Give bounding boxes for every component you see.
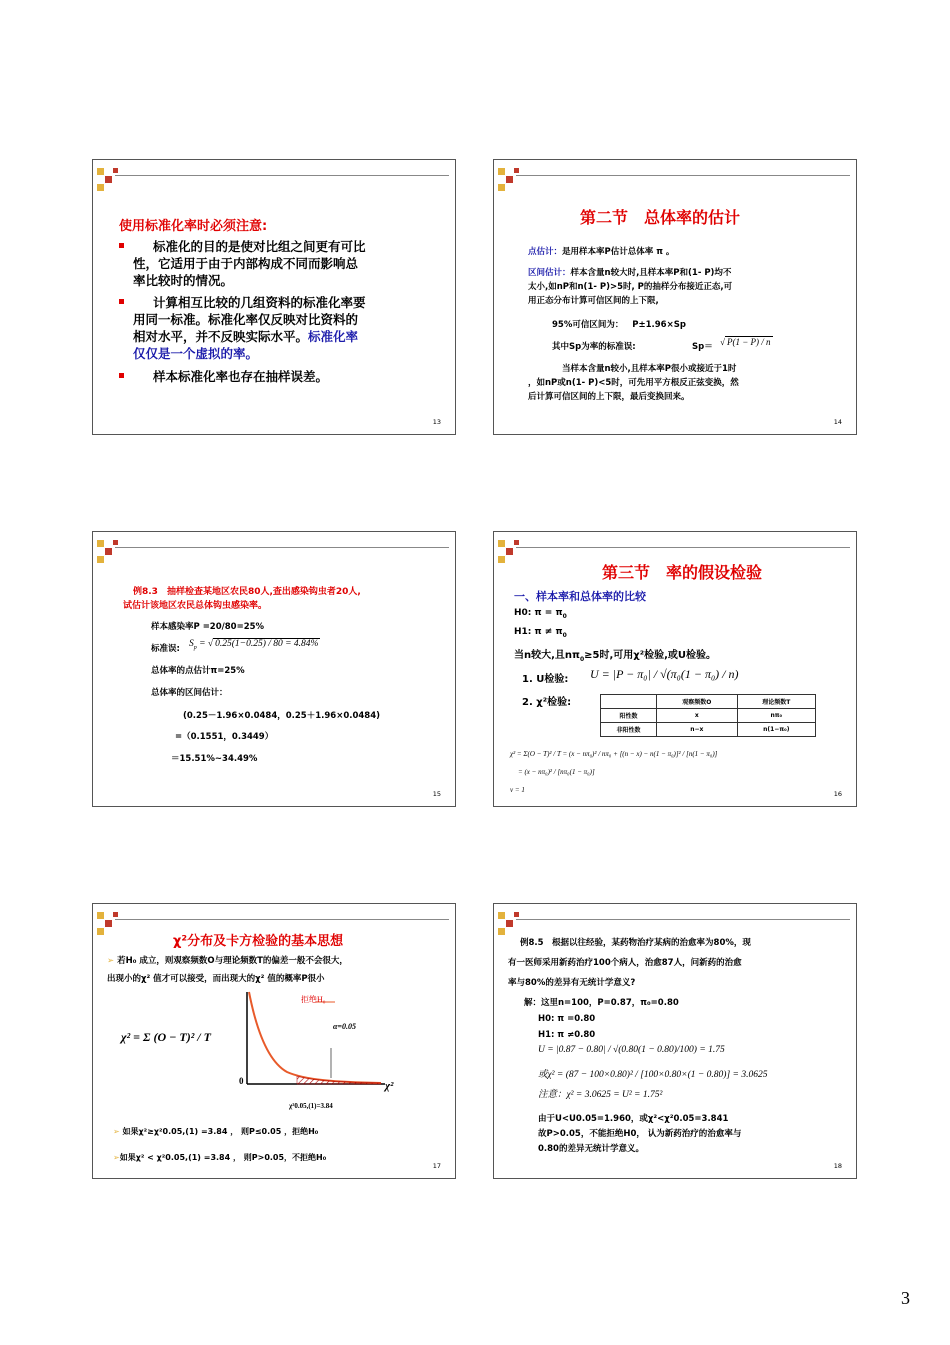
formula: =（0.1551，0.3449） — [175, 732, 274, 742]
hypothesis: H1: π ≠ π — [514, 627, 563, 637]
table-cell: nπ₀ — [737, 709, 815, 723]
slide-14 — [493, 159, 857, 435]
slide-rule — [516, 175, 850, 176]
text-line: 计算相互比较的几组资料的标准化率要 — [153, 295, 366, 310]
section-subtitle: 一、样本率和总体率的比较 — [514, 590, 646, 603]
text-line: 率比较时的情况。 — [133, 273, 234, 288]
slide-heading: 使用标准化率时必须注意: — [119, 219, 268, 234]
chi-square-density-plot — [235, 988, 395, 1112]
slide-rule — [516, 547, 850, 548]
example-text: 率与80%的差异有无统计学意义? — [508, 978, 636, 988]
formula: 0.25(1−0.25) / 80 = 4.84% — [215, 639, 319, 649]
formula: Sp＝ — [692, 342, 713, 352]
text-line: 太小,如nP和n(1- P)>5时, P的抽样分布接近正态,可 — [528, 282, 733, 292]
text-line: 样本感染率P =20/80=25% — [151, 622, 265, 632]
text-line: 其中Sp为率的标准误: — [552, 342, 636, 352]
table-header — [601, 695, 657, 709]
text-line: 相对水平，并不反映实际水平。 — [133, 329, 309, 344]
critical-value-label: χ²0.05,(1)=3.84 — [289, 1102, 333, 1110]
table-cell: 阳性数 — [601, 709, 657, 723]
highlight-text: 标准化率 — [308, 329, 359, 344]
example-text: 试估计该地区农民总体钩虫感染率。 — [123, 601, 268, 611]
example-text: 有一医师采用新药治疗100个病人，治愈87人，问新药的治愈 — [508, 958, 742, 968]
slide-number: 13 — [432, 418, 441, 426]
example-text: 例8.3 抽样检查某地区农民80人,查出感染钩虫者20人, — [133, 587, 361, 597]
text-line: 性，它适用于由于内部构成不同而影响总 — [133, 256, 359, 271]
text-line: 出现小的χ² 值才可以接受，而出现大的χ² 值的概率P很小 — [107, 974, 325, 984]
density-curve — [249, 992, 381, 1083]
text-line: 标准化的目的是使对比组之间更有可比 — [153, 239, 366, 254]
chi-square-formula: χ² = Σ (O − T)² / T — [121, 1030, 211, 1044]
formula: 注意：χ² = 3.0625 = U² = 1.75² — [538, 1090, 663, 1100]
decision-rule: 如果χ² < χ²0.05,(1) =3.84 ， 则P>0.05，不拒绝H₀ — [119, 1153, 327, 1162]
formula: ν = 1 — [510, 786, 525, 794]
slide-title: χ²分布及卡方检验的基本思想 — [173, 934, 344, 949]
table-header: 理论频数T — [737, 695, 815, 709]
slide-title: 第二节 总体率的估计 — [580, 208, 741, 227]
text-line: 当n较大,且nπ — [514, 650, 580, 661]
text-line: 用正态分布计算可信区间的上下限, — [528, 296, 659, 306]
formula: = (x − nπ₀)² / [nπ₀(1 − π₀)] — [518, 768, 595, 776]
term-label: 区间估计： — [528, 268, 571, 278]
term-label: 点估计： — [528, 247, 563, 257]
slide-16: 第三节 率的假设检验 一、样本率和总体率的比较 H0: $\pi = \pi_0$ H1: $\pi \ne \pi_0$ 当n较大,且$n\pi_0\ge 5$时,可用χ²检验,或U检验。 1. U检验: U = |P − π₀| / √(π₀(1 − π₀) / n) 2. χ²检验: 观察频数O 理论频数T 阳性数 x nπ₀ 非阳性数 n−x n(1−π₀) χ² = Σ(O − T)² / T = (x − nπ₀)² / nπ₀ + [(n − x) − n(1 − π₀)]² / [n(1 − π₀)] = (x − nπ₀)² / [nπ₀(1 − π₀)] ν = 1 16 — [493, 531, 857, 807]
hypothesis: H0: π = π — [514, 608, 563, 618]
formula: P(1 − P) / n — [726, 337, 771, 347]
text-line: 1. U检验: — [522, 674, 569, 685]
text-line: 2. χ²检验: — [522, 697, 572, 708]
slide-13 — [92, 159, 456, 435]
table-cell: n(1−π₀) — [737, 723, 815, 737]
origin-label: 0 — [239, 1076, 244, 1086]
decision-rule: 如果χ²≥χ²0.05,(1) =3.84 ， 则P≤0.05 ，拒绝H₀ — [122, 1127, 319, 1136]
sp-formula: √ P(1 − P) / n — [720, 337, 771, 347]
table-cell: n−x — [657, 723, 738, 737]
page-number: 3 — [901, 1288, 910, 1308]
hypothesis: H0: π =0.80 — [538, 1014, 596, 1024]
table-header: 观察频数O — [657, 695, 738, 709]
text-line: 后计算可信区间的上下限，最后变换回来。 — [528, 392, 690, 402]
text-line: 总体率的区间估计： — [151, 688, 228, 698]
slide-title: 第三节 率的假设检验 — [602, 563, 763, 582]
formula: 或χ² = (87 − 100×0.80)² / [100×0.80×(1 − 0.80)] = 3.0625 — [538, 1070, 768, 1080]
text-line: 用同一标准。标准化率仅反映对比资料的 — [133, 312, 359, 327]
formula: (0.25－1.96×0.0484，0.25＋1.96×0.0484) — [183, 711, 381, 721]
text-line: ，如nP或n(1- P)<5时，可先用平方根反正弦变换，然 — [528, 378, 739, 388]
bullet-marker — [119, 299, 124, 304]
slide-number: 17 — [432, 1162, 441, 1170]
frequency-table — [600, 694, 816, 737]
slide-number: 16 — [833, 790, 842, 798]
x-axis-label: χ² — [385, 1080, 394, 1092]
text-line: 若H₀ 成立，则观察频数O与理论频数T的偏差一般不会很大， — [117, 956, 348, 966]
text-line: 标准误: — [151, 644, 180, 654]
slide-decoration — [97, 912, 157, 942]
formula: P±1.96×Sp — [632, 320, 686, 330]
slide-18 — [493, 903, 857, 1179]
text-line: 总体率的点估计π=25% — [151, 666, 245, 676]
text-line: 是用样本率P估计总体率 π 。 — [562, 247, 675, 257]
conclusion-text: 0.80的差异无统计学意义。 — [538, 1144, 644, 1154]
slide-decoration — [97, 540, 157, 570]
table-cell: x — [657, 709, 738, 723]
hypothesis: H1: π ≠0.80 — [538, 1030, 596, 1040]
formula: χ² = Σ(O − T)² / T = (x − nπ₀)² / nπ₀ + [(n − x) − n(1 − π₀)]² / [n(1 − π₀)] — [510, 750, 718, 758]
example-text: 例8.5 根据以往经验，某药物治疗某病的治愈率为80%，现 — [520, 938, 751, 948]
bullet-marker — [119, 373, 124, 378]
text-line: 样本标准化率也存在抽样误差。 — [153, 369, 329, 384]
slide-rule — [115, 919, 449, 920]
slide-rule — [516, 919, 850, 920]
bullet-marker — [119, 243, 124, 248]
slide-decoration — [498, 540, 558, 570]
slide-number: 15 — [432, 790, 441, 798]
alpha-label: α=0.05 — [333, 1022, 356, 1031]
highlight-text: 仅仅是一个虚拟的率。 — [133, 346, 259, 361]
conclusion-text: 由于U<U0.05=1.960，或χ²<χ²0.05=3.841 — [538, 1114, 729, 1124]
table-cell: 非阳性数 — [601, 723, 657, 737]
text-line: 样本含量n较大时,且样本率P和(1- P)均不 — [570, 268, 732, 278]
conclusion-text: 故P>0.05，不能拒绝H0， 认为新药治疗的治愈率与 — [538, 1129, 742, 1139]
formula: U = |P − π₀| / √(π₀(1 − π₀) / n) — [590, 667, 739, 681]
text-line: 解：这里n=100，P=0.87，π₀=0.80 — [524, 998, 679, 1008]
formula: U = |0.87 − 0.80| / √(0.80(1 − 0.80)/100) = 1.75 — [538, 1045, 725, 1055]
slide-17: χ²分布及卡方检验的基本思想 ➢ 若H₀ 成立，则观察频数O与理论频数T的偏差一般不会很大， 出现小的χ² 值才可以接受，而出现大的χ² 值的概率P很小 χ² = Σ (O − T)² / T 拒绝H₀ α=0.05 0 χ² χ²0.05,(1)=3.84 ➢ 如果χ²≥χ²0.05,(1) =3.84 ， 则P≤0.05 ，拒绝H₀ ➢如果χ² < χ²0.05,(1) =3.84 ， 则P>0.05，不拒绝H₀ 17 — [92, 903, 456, 1179]
rejection-region — [297, 1076, 381, 1084]
slide-rule — [115, 175, 449, 176]
text-line: ≥5时,可用χ²检验,或U检验。 — [584, 650, 717, 661]
text-line: 95%可信区间为： — [552, 320, 624, 330]
reject-label: 拒绝H₀ — [301, 995, 326, 1004]
slide-decoration — [97, 168, 157, 198]
slide-15 — [92, 531, 456, 807]
slide-rule — [115, 547, 449, 548]
text-line: 当样本含量n较小,且样本率P很小或接近于1时 — [562, 364, 737, 374]
se-formula: $S_p$ = √ 0.25(1−0.25) / 80 = 4.84% — [189, 639, 319, 651]
slide-decoration — [498, 168, 558, 198]
formula: ＝15.51%~34.49% — [171, 754, 258, 764]
slide-number: 14 — [833, 418, 842, 426]
slide-number: 18 — [833, 1162, 842, 1170]
